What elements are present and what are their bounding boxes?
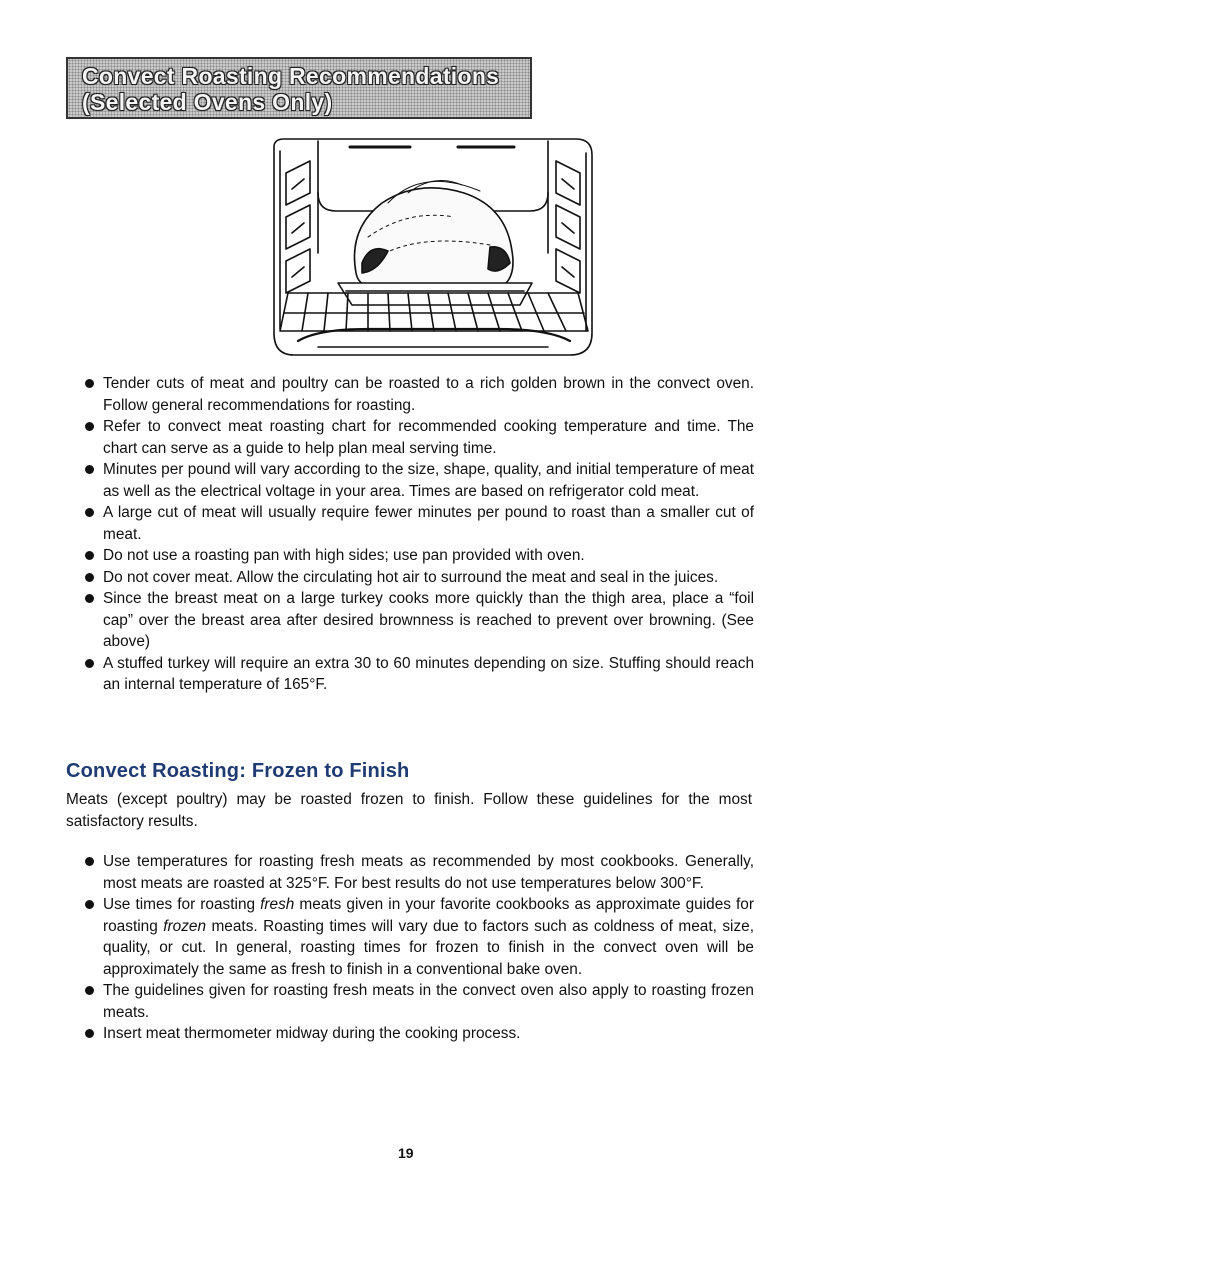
section-header-line-2: (Selected Ovens Only): [82, 89, 333, 115]
list-item-text: A stuffed turkey will require an extra 30 to 60 minutes depending on size. Stuffing should reach an internal temperature of 165°F.: [103, 654, 754, 693]
section-header-banner: [66, 57, 532, 119]
list-item: [66, 851, 754, 894]
section-header-line-1: Convect Roasting Recommendations: [82, 63, 500, 89]
list-item: [66, 1023, 754, 1045]
bullet-icon: [85, 551, 94, 560]
frozen-to-finish-heading: Convect Roasting: Frozen to Finish: [66, 760, 410, 782]
bullet-icon: [85, 857, 94, 866]
list-item-text: Do not use a roasting pan with high sides; use pan provided with oven.: [103, 547, 585, 564]
list-item: [66, 894, 754, 980]
bullet-icon: [85, 422, 94, 431]
list-item-text-part: Use times for roasting: [103, 896, 261, 913]
convect-roasting-recommendations-list: [66, 373, 754, 696]
list-item-text: Tender cuts of meat and poultry can be roasted to a rich golden brown in the convect oven. Follow general recommendations for roasting.: [103, 375, 754, 414]
list-item: [66, 502, 754, 545]
list-item-text: Minutes per pound will vary according to the size, shape, quality, and initial temperature of meat as well as the electrical voltage in your area. Times are based on refrigerator cold meat.: [103, 461, 754, 500]
list-item: [66, 980, 754, 1023]
list-item: [66, 545, 754, 567]
bullet-icon: [85, 465, 94, 474]
bullet-icon: [85, 900, 94, 909]
bullet-icon: [85, 594, 94, 603]
bullet-icon: [85, 986, 94, 995]
list-item-text: The guidelines given for roasting fresh meats in the convect oven also apply to roasting frozen meats.: [103, 982, 754, 1021]
list-item-text: A large cut of meat will usually require fewer minutes per pound to roast than a smaller cut of meat.: [103, 504, 754, 543]
list-item-text: Insert meat thermometer midway during the cooking process.: [103, 1025, 521, 1042]
list-item: [66, 588, 754, 653]
list-item: [66, 416, 754, 459]
list-item: [66, 373, 754, 416]
list-item: [66, 567, 754, 589]
bullet-icon: [85, 1029, 94, 1038]
bullet-icon: [85, 659, 94, 668]
frozen-to-finish-intro: Meats (except poultry) may be roasted frozen to finish. Follow these guidelines for the most satisfactory results.: [66, 791, 752, 830]
list-item-text: Do not cover meat. Allow the circulating hot air to surround the meat and seal in the juices.: [103, 568, 719, 586]
list-item-text: Use temperatures for roasting fresh meats as recommended by most cookbooks. Generally, most meats are roasted at 325°F. For best results do not use temperatures below 300°F.: [103, 853, 754, 892]
list-item: [66, 653, 754, 696]
bullet-icon: [85, 573, 94, 582]
oven-roasting-turkey-illustration: [258, 133, 598, 363]
emphasis-fresh: fresh: [260, 896, 295, 913]
list-item-text-part: meats. Roasting times will vary due to factors such as coldness of meat, size, quality, or cut. In general, roasting times for frozen to finish in the convect oven will be approximately the same as fresh to finish in a conventional bake oven.: [103, 917, 754, 978]
list-item-text: Refer to convect meat roasting chart for recommended cooking temperature and time. The chart can serve as a guide to help plan meal serving time.: [103, 418, 754, 457]
page-number: 19: [398, 1145, 414, 1161]
list-item: [66, 459, 754, 502]
list-item-text: Since the breast meat on a large turkey cooks more quickly than the thigh area, place a “foil cap” over the breast area after desired brownness is reached to prevent over browning. (See above): [103, 590, 754, 650]
emphasis-frozen: frozen: [163, 917, 207, 935]
bullet-icon: [85, 508, 94, 517]
list-item-text-part: meats given in your favorite cookbooks as approximate guides for roasting: [103, 896, 754, 935]
bullet-icon: [85, 379, 94, 388]
frozen-to-finish-guidelines-list: [66, 851, 754, 1045]
